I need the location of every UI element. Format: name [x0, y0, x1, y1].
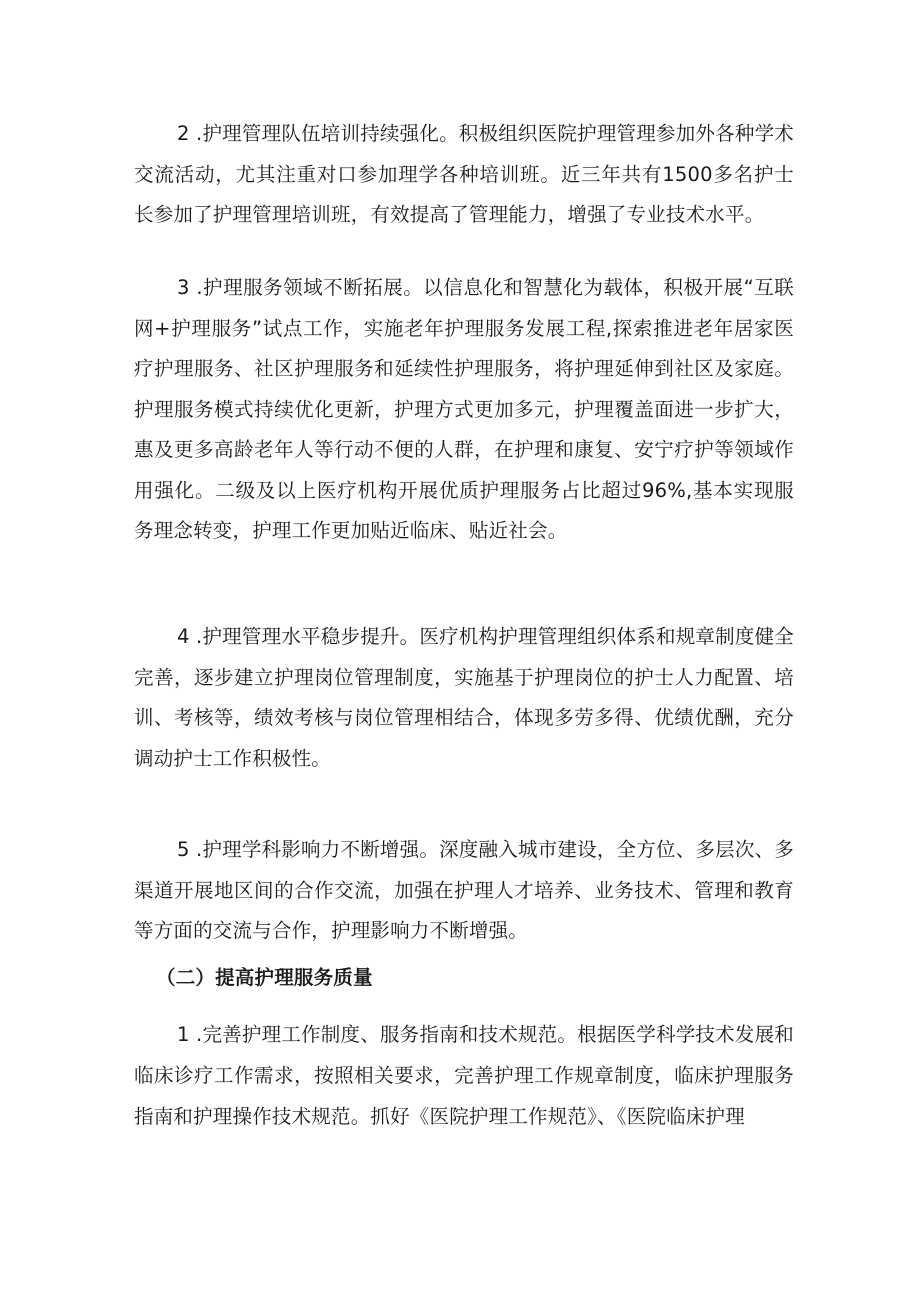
paragraph-management-training: 2 .护理管理队伍培训持续强化。积极组织医院护理管理参加外各种学术交流活动，尤其注重对口参加理学各种培训班。近三年共有1500多名护士长参加了护理管理培训班，有效提高了管理能力，增强了专业技术水平。: [134, 122, 794, 226]
paragraph-management-level: 4 .护理管理水平稳步提升。医疗机构护理管理组织体系和规章制度健全完善，逐步建立护理岗位管理制度，实施基于护理岗位的护士人力配置、培训、考核等，绩效考核与岗位管理相结合，体现多劳多得、优绩优酬，充分调动护士工作积极性。: [134, 625, 794, 770]
paragraph-work-standards: 1 .完善护理工作制度、服务指南和技术规范。根据医学科学技术发展和临床诊疗工作需求，按照相关要求，完善护理工作规章制度，临床护理服务指南和护理操作技术规范。抓好《医院护理工作规范》、《医院临床护理: [134, 1023, 794, 1128]
section-heading: （二）提高护理服务质量: [156, 966, 373, 989]
paragraph-discipline-influence: 5 .护理学科影响力不断增强。深度融入城市建设，全方位、多层次、多渠道开展地区间的合作交流，加强在护理人才培养、业务技术、管理和教育等方面的交流与合作，护理影响力不断增强。: [134, 838, 794, 942]
paragraph-service-expansion: 3 .护理服务领域不断拓展。以信息化和智慧化为载体，积极开展“互联网+护理服务”试点工作，实施老年护理服务发展工程,探索推进老年居家医疗护理服务、社区护理服务和延续性护理服务，将护理延伸到社区及家庭。护理服务模式持续优化更新，护理方式更加多元，护理覆盖面进一步扩大，惠及更多高龄老年人等行动不便的人群，在护理和康复、安宁疗护等领域作用强化。二级及以上医疗机构开展优质护理服务占比超过96%,基本实现服务理念转变，护理工作更加贴近临床、贴近社会。: [134, 276, 794, 542]
